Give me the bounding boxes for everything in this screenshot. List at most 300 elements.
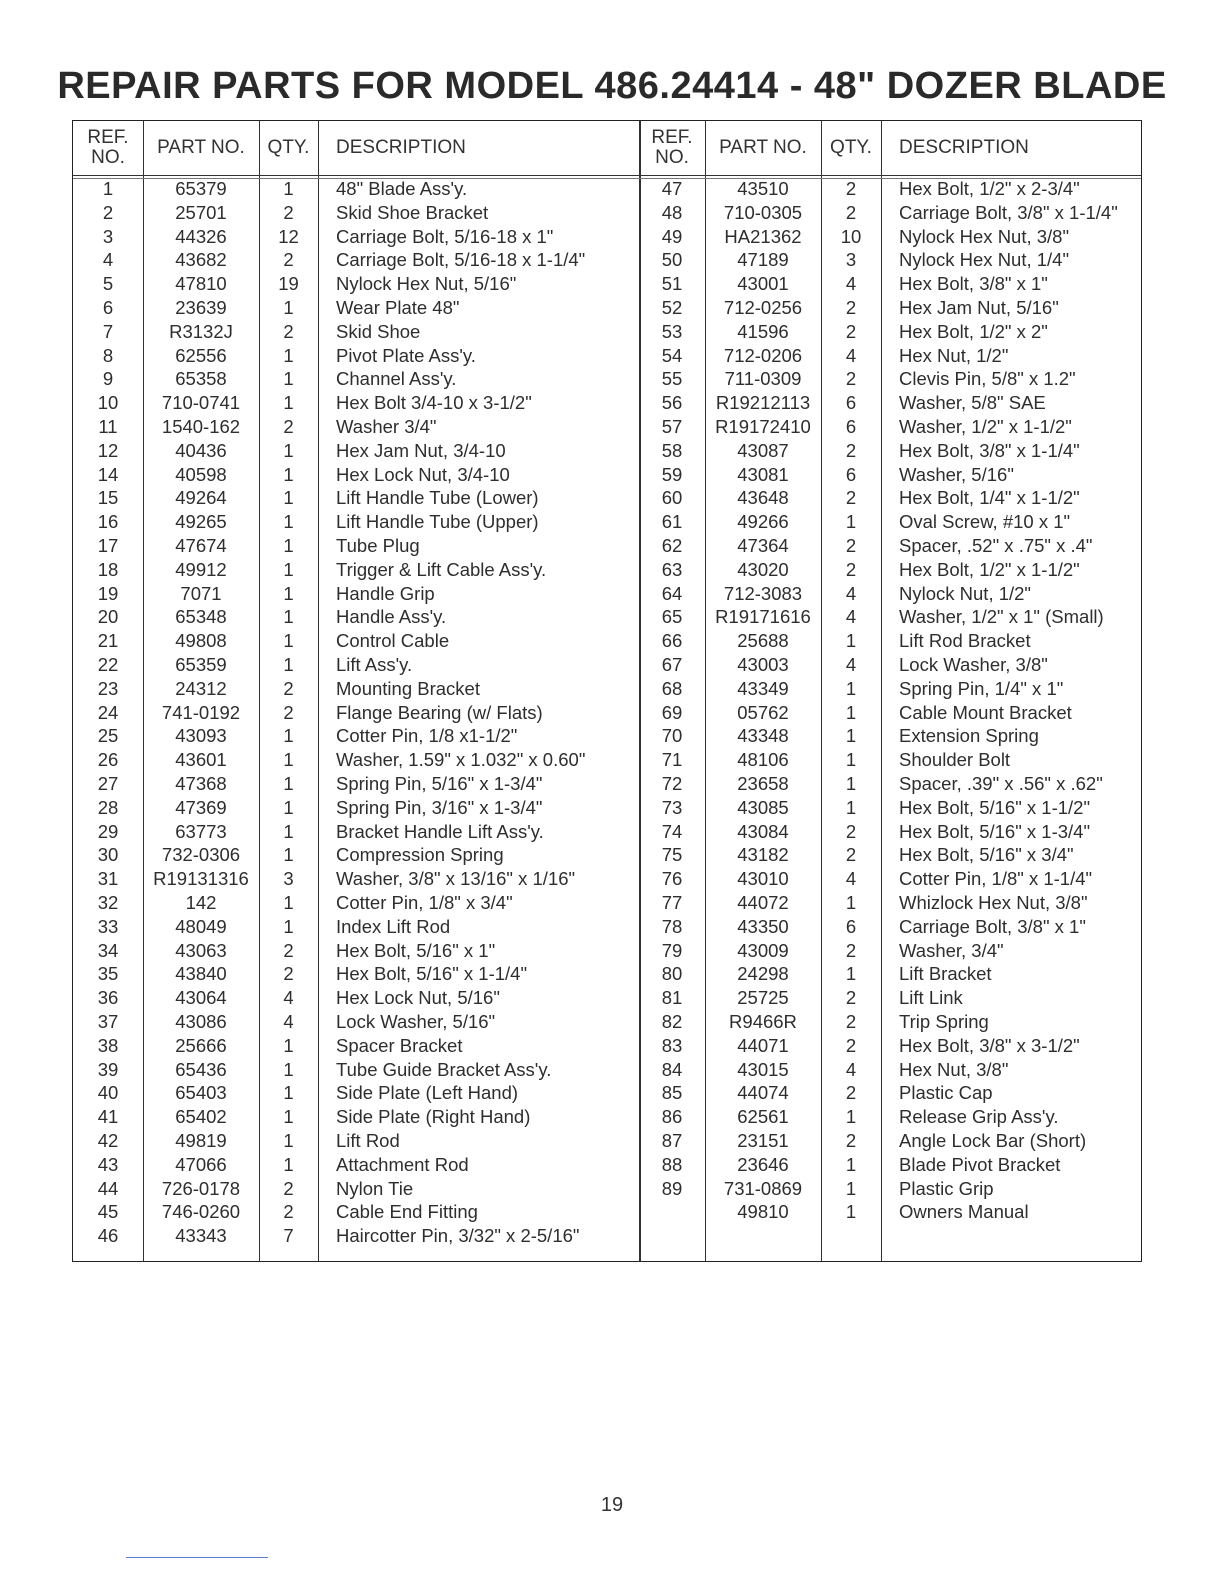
description-cell: Handle Ass'y. <box>336 606 447 628</box>
ref-no-cell: 86 <box>661 1106 683 1128</box>
qty-cell: 1 <box>845 892 857 913</box>
part-no-cell: 7071 <box>180 582 222 604</box>
table-row <box>73 701 639 725</box>
qty-cell: 4 <box>845 582 857 604</box>
table-row <box>639 1153 1143 1177</box>
description-cell: Trip Spring <box>899 1011 989 1032</box>
qty-cell: 7 <box>283 1225 294 1247</box>
table-row <box>73 272 639 296</box>
description-cell: Hex Jam Nut, 5/16" <box>899 297 1059 318</box>
description-cell: Hex Bolt, 5/16" x 1-1/2" <box>899 796 1091 818</box>
description-cell: Hex Bolt, 5/16" x 1-3/4" <box>899 820 1091 842</box>
ref-no-cell: 68 <box>661 677 683 699</box>
ref-no-cell: 78 <box>661 915 683 937</box>
qty-cell: 2 <box>845 1130 857 1151</box>
table-row <box>73 1034 639 1058</box>
ref-no-cell: 52 <box>661 297 683 318</box>
part-no-cell: 142 <box>185 892 217 913</box>
description-cell: Lift Handle Tube (Upper) <box>336 511 539 533</box>
ref-no-cell: 2 <box>102 201 114 223</box>
description-cell: Spacer Bracket <box>336 1034 463 1056</box>
header-description: DESCRIPTION <box>899 137 1029 158</box>
description-cell: Clevis Pin, 5/8" x 1.2" <box>899 368 1076 390</box>
description-cell: Nylock Hex Nut, 3/8" <box>899 225 1070 247</box>
description-cell: Control Cable <box>336 630 450 652</box>
ref-no-cell: 14 <box>97 463 119 485</box>
table-row <box>639 891 1143 915</box>
part-no-cell: 1540-162 <box>161 416 241 437</box>
ref-no-cell: 24 <box>97 701 119 723</box>
table-row <box>73 915 639 939</box>
part-no-cell: 43001 <box>737 273 789 295</box>
part-no-cell: 65379 <box>175 178 227 199</box>
qty-cell: 1 <box>845 773 857 794</box>
description-cell: Plastic Grip <box>899 1177 994 1199</box>
qty-cell: 1 <box>283 392 294 414</box>
ref-no-cell: 77 <box>661 892 683 913</box>
qty-cell: 1 <box>283 844 294 866</box>
header-ref-no <box>73 121 143 175</box>
description-cell: Side Plate (Right Hand) <box>336 1106 531 1128</box>
header-ref-no <box>639 121 705 175</box>
part-no-cell: 43063 <box>175 939 227 961</box>
part-no-cell: 24312 <box>175 677 227 699</box>
part-no-cell: 49819 <box>175 1130 227 1151</box>
part-no-cell: 43010 <box>737 868 789 890</box>
part-no-cell: 726-0178 <box>161 1177 241 1199</box>
qty-cell: 19 <box>278 273 299 295</box>
table-row <box>73 1081 639 1105</box>
part-no-cell: 44071 <box>737 1034 789 1056</box>
table-row <box>73 1153 639 1177</box>
table-row <box>73 986 639 1010</box>
ref-no-cell: 64 <box>661 582 683 604</box>
table-row <box>639 1034 1143 1058</box>
qty-cell: 2 <box>283 249 294 271</box>
table-row <box>73 344 639 368</box>
ref-no-cell: 74 <box>661 820 683 842</box>
ref-no-cell: 37 <box>97 1011 119 1032</box>
table-row <box>639 582 1143 606</box>
qty-cell: 1 <box>283 297 294 318</box>
description-cell: Hex Bolt, 3/8" x 3-1/2" <box>899 1034 1080 1056</box>
description-cell: Spring Pin, 5/16" x 1-3/4" <box>336 773 543 794</box>
ref-no-cell: 80 <box>661 963 683 985</box>
header-part-no: PART NO. <box>157 137 245 158</box>
ref-no-cell: 27 <box>97 773 119 794</box>
part-no-cell: 710-0741 <box>161 392 241 414</box>
qty-cell: 10 <box>840 225 862 247</box>
part-no-cell: 43084 <box>737 820 789 842</box>
table-row <box>639 653 1143 677</box>
ref-no-cell: 42 <box>97 1130 119 1151</box>
description-cell: Spacer, .52" x .75" x .4" <box>899 535 1093 556</box>
ref-no-cell: 16 <box>97 511 119 533</box>
table-row <box>639 843 1143 867</box>
description-cell: Lift Ass'y. <box>336 654 413 675</box>
qty-cell: 2 <box>283 1177 294 1199</box>
qty-cell: 2 <box>845 178 857 199</box>
qty-cell: 1 <box>283 1034 294 1056</box>
description-cell: Hex Bolt, 5/16" x 3/4" <box>899 844 1074 866</box>
part-no-cell: 24298 <box>737 963 789 985</box>
ref-no-cell: 85 <box>661 1082 683 1104</box>
description-cell: Cable Mount Bracket <box>899 701 1072 723</box>
ref-no-cell: 66 <box>661 630 683 652</box>
qty-cell: 1 <box>283 535 294 556</box>
description-cell: Carriage Bolt, 3/8" x 1-1/4" <box>899 201 1118 223</box>
ref-no-cell: 28 <box>97 796 119 818</box>
description-cell: Cotter Pin, 1/8" x 1-1/4" <box>899 868 1093 890</box>
ref-no-cell: 60 <box>661 487 683 509</box>
description-cell: Blade Pivot Bracket <box>899 1153 1061 1175</box>
ref-no-cell: 7 <box>102 320 114 342</box>
part-no-cell: 44072 <box>737 892 789 913</box>
part-no-cell: 49266 <box>737 511 789 533</box>
description-cell: Carriage Bolt, 5/16-18 x 1-1/4" <box>336 249 586 271</box>
part-no-cell: 41596 <box>737 320 789 342</box>
description-cell: Attachment Rod <box>336 1153 469 1175</box>
qty-cell: 4 <box>845 273 857 295</box>
qty-cell: 4 <box>845 868 857 890</box>
qty-cell: 1 <box>283 558 294 580</box>
qty-cell: 4 <box>845 344 857 366</box>
table-row <box>639 796 1143 820</box>
table-row <box>73 653 639 677</box>
description-cell: Skid Shoe <box>336 320 421 342</box>
table-row <box>73 867 639 891</box>
table-row <box>73 748 639 772</box>
qty-cell: 2 <box>283 963 294 985</box>
qty-cell: 4 <box>283 987 294 1009</box>
table-row <box>639 629 1143 653</box>
ref-no-cell: 26 <box>97 749 119 771</box>
description-cell: Hex Bolt, 1/2" x 1-1/2" <box>899 558 1080 580</box>
description-cell: Trigger & Lift Cable Ass'y. <box>336 558 547 580</box>
ref-no-cell: 59 <box>661 463 683 485</box>
description-cell: Spacer, .39" x .56" x .62" <box>899 773 1103 794</box>
ref-no-cell: 72 <box>661 773 683 794</box>
part-no-cell: 49912 <box>175 558 227 580</box>
part-no-cell: R19131316 <box>153 868 249 890</box>
qty-cell: 1 <box>283 630 294 652</box>
description-cell: Cotter Pin, 1/8" x 3/4" <box>336 892 513 913</box>
part-no-cell: R19171616 <box>715 606 811 628</box>
ref-no-cell: 10 <box>97 392 119 414</box>
ref-no-cell: 41 <box>97 1106 119 1128</box>
table-row <box>73 939 639 963</box>
part-no-cell: 49808 <box>175 630 227 652</box>
part-no-cell: 49810 <box>737 1201 789 1223</box>
part-no-cell: 746-0260 <box>161 1201 241 1223</box>
ref-no-cell: 40 <box>97 1082 119 1104</box>
part-no-cell: 65348 <box>175 606 227 628</box>
table-row <box>639 1200 1143 1224</box>
qty-cell: 2 <box>845 487 857 509</box>
part-no-cell: 43349 <box>737 677 789 699</box>
table-row <box>73 534 639 558</box>
ref-no-cell: 81 <box>661 987 683 1009</box>
part-no-cell: 43015 <box>737 1058 789 1080</box>
qty-cell: 1 <box>283 606 294 628</box>
part-no-cell: 23151 <box>737 1130 789 1151</box>
table-row <box>73 320 639 344</box>
table-row <box>639 605 1143 629</box>
part-no-cell: 43601 <box>175 749 227 771</box>
part-no-cell: 43343 <box>175 1225 227 1247</box>
table-row <box>73 796 639 820</box>
description-cell: Washer, 3/4" <box>899 939 1004 961</box>
part-no-cell: 40598 <box>175 463 227 485</box>
ref-no-cell: 43 <box>97 1153 119 1175</box>
description-cell: Hex Bolt, 1/2" x 2-3/4" <box>899 178 1080 199</box>
ref-no-cell: 71 <box>661 749 683 771</box>
ref-no-cell: 20 <box>97 606 119 628</box>
part-no-cell: 44074 <box>737 1082 789 1104</box>
ref-no-cell: 6 <box>102 297 114 318</box>
qty-cell: 1 <box>845 963 857 985</box>
header-ref-line1: REF. <box>651 127 693 148</box>
part-no-cell: 43648 <box>737 487 789 509</box>
table-row <box>639 391 1143 415</box>
qty-cell: 4 <box>845 654 857 675</box>
qty-cell: 2 <box>845 558 857 580</box>
description-cell: Hex Bolt, 3/8" x 1" <box>899 273 1048 295</box>
part-no-cell: HA21362 <box>724 225 802 247</box>
description-cell: Lock Washer, 5/16" <box>336 1011 496 1032</box>
part-no-cell: 25688 <box>737 630 789 652</box>
table-row <box>73 891 639 915</box>
table-row <box>639 201 1143 225</box>
ref-no-cell: 39 <box>97 1058 119 1080</box>
qty-cell: 2 <box>283 701 294 723</box>
part-no-cell: 44326 <box>175 225 227 247</box>
qty-cell: 4 <box>283 1011 294 1032</box>
part-no-cell: 43093 <box>175 725 227 747</box>
part-no-cell: 65402 <box>175 1106 227 1128</box>
part-no-cell: R19212113 <box>715 392 811 414</box>
part-no-cell: 43087 <box>737 439 789 461</box>
ref-no-cell: 15 <box>97 487 119 509</box>
qty-cell: 1 <box>845 796 857 818</box>
qty-cell: 1 <box>283 654 294 675</box>
table-row <box>639 986 1143 1010</box>
part-no-cell: 710-0305 <box>723 201 803 223</box>
part-no-cell: 43348 <box>737 725 789 747</box>
qty-cell: 3 <box>845 249 857 271</box>
table-row <box>73 248 639 272</box>
table-row <box>73 558 639 582</box>
part-no-cell: 43081 <box>737 463 789 485</box>
description-cell: Tube Guide Bracket Ass'y. <box>336 1058 552 1080</box>
qty-cell: 2 <box>845 987 857 1009</box>
qty-cell: 1 <box>845 1177 857 1199</box>
table-row <box>73 677 639 701</box>
ref-no-cell: 8 <box>102 344 114 366</box>
qty-cell: 1 <box>283 582 294 604</box>
qty-cell: 1 <box>845 1201 857 1223</box>
part-no-cell: 43009 <box>737 939 789 961</box>
description-cell: Plastic Cap <box>899 1082 993 1104</box>
description-cell: Nylock Hex Nut, 5/16" <box>336 273 517 295</box>
ref-no-cell: 47 <box>661 178 683 199</box>
description-cell: Release Grip Ass'y. <box>899 1106 1059 1128</box>
description-cell: Washer, 1/2" x 1-1/2" <box>899 416 1072 437</box>
description-cell: Lift Bracket <box>899 963 992 985</box>
description-cell: Spring Pin, 3/16" x 1-3/4" <box>336 796 543 818</box>
part-no-cell: 43840 <box>175 963 227 985</box>
table-row <box>73 486 639 510</box>
header-ref-line2: NO. <box>91 147 125 168</box>
header-description: DESCRIPTION <box>336 137 466 158</box>
ref-no-cell: 67 <box>661 654 683 675</box>
description-cell: Owners Manual <box>899 1201 1029 1223</box>
table-row <box>73 820 639 844</box>
description-cell: Channel Ass'y. <box>336 368 457 390</box>
ref-no-cell: 33 <box>97 915 119 937</box>
part-no-cell: 05762 <box>737 701 789 723</box>
ref-no-cell: 79 <box>661 939 683 961</box>
qty-cell: 2 <box>845 368 857 390</box>
page-title: REPAIR PARTS FOR MODEL 486.24414 - 48" DOZER BLADE <box>57 65 1167 107</box>
table-row <box>639 248 1143 272</box>
description-cell: Hex Jam Nut, 3/4-10 <box>336 439 506 461</box>
part-no-cell: 741-0192 <box>161 701 241 723</box>
ref-no-cell: 53 <box>661 320 683 342</box>
part-no-cell: 731-0869 <box>723 1177 803 1199</box>
table-row <box>73 1177 639 1201</box>
ref-no-cell: 22 <box>97 654 119 675</box>
qty-cell: 2 <box>845 939 857 961</box>
ref-no-cell: 19 <box>97 582 119 604</box>
table-row <box>73 201 639 225</box>
ref-no-cell: 18 <box>97 558 119 580</box>
ref-no-cell: 35 <box>97 963 119 985</box>
qty-cell: 2 <box>283 201 294 223</box>
header-qty: QTY. <box>830 137 872 158</box>
description-cell: Lift Rod <box>336 1130 400 1151</box>
part-no-cell: 47189 <box>737 249 789 271</box>
part-no-cell: 48049 <box>175 915 227 937</box>
description-cell: Lift Link <box>899 987 963 1009</box>
part-no-cell: 712-3083 <box>723 582 803 604</box>
qty-cell: 1 <box>845 1106 857 1128</box>
description-cell: Skid Shoe Bracket <box>336 201 489 223</box>
ref-no-cell: 12 <box>97 439 119 461</box>
ref-no-cell: 44 <box>97 1177 119 1199</box>
qty-cell: 1 <box>283 820 294 842</box>
qty-cell: 2 <box>283 939 294 961</box>
part-no-cell: 23646 <box>737 1153 789 1175</box>
description-cell: Whizlock Hex Nut, 3/8" <box>899 892 1088 913</box>
description-cell: Hex Nut, 3/8" <box>899 1058 1009 1080</box>
table-row <box>73 1105 639 1129</box>
qty-cell: 1 <box>845 701 857 723</box>
ref-no-cell: 70 <box>661 725 683 747</box>
qty-cell: 1 <box>845 749 857 771</box>
description-cell: Flange Bearing (w/ Flats) <box>336 701 543 723</box>
qty-cell: 1 <box>283 463 294 485</box>
ref-no-cell: 87 <box>661 1130 683 1151</box>
qty-cell: 1 <box>283 1058 294 1080</box>
table-row <box>639 367 1143 391</box>
ref-no-cell: 32 <box>97 892 119 913</box>
ref-no-cell: 84 <box>661 1058 683 1080</box>
description-cell: Hex Bolt, 1/2" x 2" <box>899 320 1048 342</box>
header-ref-line2: NO. <box>655 147 689 168</box>
qty-cell: 1 <box>283 511 294 533</box>
table-row <box>639 1010 1143 1034</box>
footer-link-underline <box>126 1557 268 1558</box>
description-cell: Angle Lock Bar (Short) <box>899 1130 1087 1151</box>
table-row <box>73 177 639 201</box>
ref-no-cell: 46 <box>97 1225 119 1247</box>
part-no-cell: 712-0206 <box>723 344 803 366</box>
description-cell: Extension Spring <box>899 725 1039 747</box>
description-cell: Hex Bolt, 1/4" x 1-1/2" <box>899 487 1080 509</box>
table-row <box>73 724 639 748</box>
qty-cell: 1 <box>283 344 294 366</box>
ref-no-cell: 38 <box>97 1034 119 1056</box>
description-cell: Spring Pin, 1/4" x 1" <box>899 677 1064 699</box>
table-row <box>639 915 1143 939</box>
table-row <box>639 272 1143 296</box>
table-row <box>639 225 1143 249</box>
table-row <box>639 1058 1143 1082</box>
description-cell: Cotter Pin, 1/8 x1-1/2" <box>336 725 518 747</box>
ref-no-cell: 73 <box>661 796 683 818</box>
qty-cell: 1 <box>283 796 294 818</box>
table-row <box>73 1200 639 1224</box>
ref-no-cell: 29 <box>97 820 119 842</box>
part-no-cell: 47810 <box>175 273 227 295</box>
ref-no-cell: 31 <box>97 868 119 890</box>
part-no-cell: 47364 <box>737 535 789 556</box>
ref-no-cell: 36 <box>97 987 119 1009</box>
part-no-cell: 47369 <box>175 796 227 818</box>
qty-cell: 2 <box>845 1082 857 1104</box>
qty-cell: 6 <box>845 392 857 414</box>
table-row <box>639 296 1143 320</box>
qty-cell: 1 <box>283 725 294 747</box>
description-cell: Index Lift Rod <box>336 915 451 937</box>
description-cell: Compression Spring <box>336 844 504 866</box>
qty-cell: 1 <box>283 178 294 199</box>
qty-cell: 2 <box>845 320 857 342</box>
description-cell: Cable End Fitting <box>336 1201 478 1223</box>
description-cell: Haircotter Pin, 3/32" x 2-5/16" <box>336 1225 580 1247</box>
table-row <box>73 582 639 606</box>
part-no-cell: 49264 <box>175 487 227 509</box>
ref-no-cell: 63 <box>661 558 683 580</box>
table-row <box>73 415 639 439</box>
qty-cell: 12 <box>278 225 299 247</box>
qty-cell: 1 <box>845 677 857 699</box>
qty-cell: 1 <box>845 630 857 652</box>
qty-cell: 2 <box>845 439 857 461</box>
qty-cell: 1 <box>283 439 294 461</box>
description-cell: Carriage Bolt, 5/16-18 x 1" <box>336 225 554 247</box>
description-cell: Handle Grip <box>336 582 435 604</box>
table-row <box>639 486 1143 510</box>
table-row <box>73 391 639 415</box>
ref-no-cell: 9 <box>102 368 114 390</box>
ref-no-cell: 75 <box>661 844 683 866</box>
ref-no-cell: 88 <box>661 1153 683 1175</box>
part-no-cell: R19172410 <box>715 416 811 437</box>
table-row <box>73 962 639 986</box>
ref-no-cell: 5 <box>102 273 114 295</box>
